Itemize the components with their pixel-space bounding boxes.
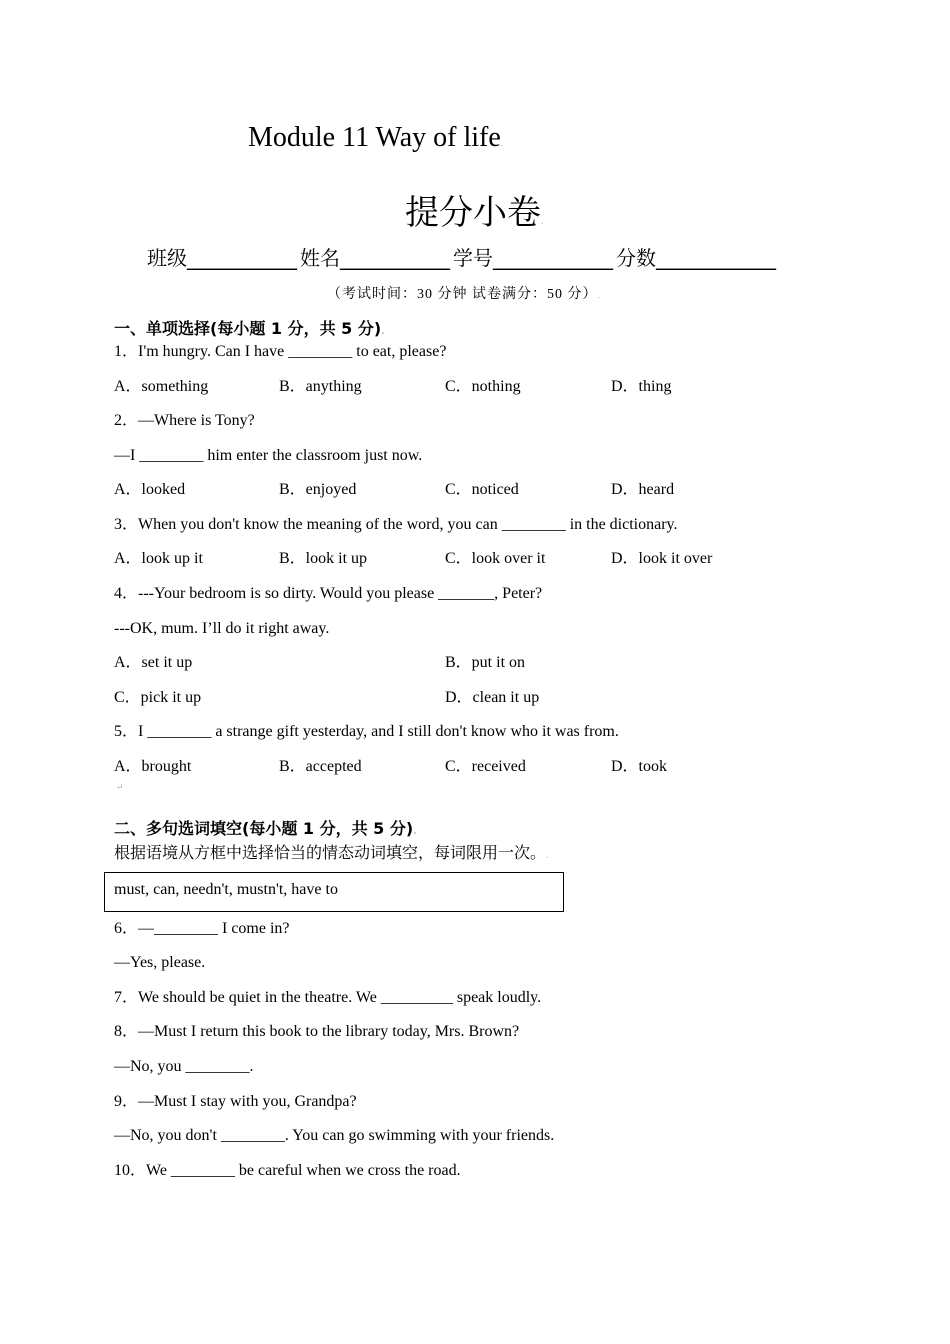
section2-heading: 二、多句选词填空(每小题 1 分，共 5 分). [114, 819, 417, 838]
question-4-stem: 4．---Your bedroom is so dirty. Would you please _______, Peter? [114, 585, 543, 602]
page-subtitle: 提分小卷. [405, 193, 544, 233]
question-1-option-b: B．anything [279, 378, 362, 395]
section1-heading: 一、单项选择(每小题 1 分，共 5 分). [114, 319, 385, 338]
question-2-option-c: C．noticed [445, 481, 519, 498]
question-5-option-d: D．took [611, 758, 668, 775]
exam-note: （考试时间：30 分钟 试卷满分：50 分）. [327, 287, 601, 302]
question-8-stem: 8．—Must I return this book to the library today, Mrs. Brown? [114, 1023, 520, 1040]
question-4-option-b: B．put it on [445, 654, 526, 671]
question-2-option-a: A．looked [114, 481, 186, 498]
question-2-option-d: D．heard [611, 481, 675, 498]
question-9-line2: —No, you don't ________. You can go swimming with your friends. [114, 1127, 555, 1144]
question-4-line2: ---OK, mum. I’ll do it right away. [114, 620, 330, 637]
question-3-option-b: B．look it up [279, 550, 368, 567]
question-1-option-d: D．thing [611, 378, 672, 395]
question-4-option-c: C．pick it up [114, 689, 202, 706]
question-4-option-a: A．set it up [114, 654, 193, 671]
question-9-stem: 9．—Must I stay with you, Grandpa? [114, 1093, 357, 1110]
question-3-option-c: C．look over it [445, 550, 546, 567]
question-8-line2: —No, you ________. [114, 1058, 254, 1075]
question-3-option-d: D．look it over [611, 550, 713, 567]
question-2-option-b: B．enjoyed [279, 481, 357, 498]
paragraph-mark: ↵ [116, 782, 124, 792]
question-1-option-a: A．something [114, 378, 209, 395]
class-field: 班级___________ [147, 246, 297, 270]
question-6-stem: 6．—________ I come in? [114, 920, 290, 937]
question-5-option-b: B．accepted [279, 758, 362, 775]
question-10-stem: 10．We ________ be careful when we cross the road. [114, 1162, 461, 1179]
question-1-stem: 1．I'm hungry. Can I have ________ to eat, please? [114, 343, 447, 360]
question-2-line2: —I ________ him enter the classroom just now. [114, 447, 423, 464]
question-1-option-c: C．nothing [445, 378, 521, 395]
question-5-option-c: C．received [445, 758, 526, 775]
page-title: Module 11 Way of life. [248, 122, 504, 153]
question-6-line2: —Yes, please. [114, 954, 206, 971]
question-3-stem: 3．When you don't know the meaning of the word, you can ________ in the dictionary. [114, 516, 678, 533]
score-field: 分数____________ [616, 246, 776, 270]
name-field: 姓名___________ [300, 246, 450, 270]
student-number-field: 学号____________ [453, 246, 613, 270]
question-2-stem: 2．—Where is Tony? [114, 412, 255, 429]
question-4-option-d: D．clean it up [445, 689, 540, 706]
word-box-text: must, can, needn't, mustn't, have to [114, 881, 338, 898]
question-3-option-a: A．look up it [114, 550, 203, 567]
section2-instruction: 根据语境从方框中选择恰当的情态动词填空，每词限用一次。. [114, 843, 549, 862]
question-5-stem: 5．I ________ a strange gift yesterday, and I still don't know who it was from. [114, 723, 619, 740]
question-7-stem: 7．We should be quiet in the theatre. We _________ speak loudly. [114, 989, 542, 1006]
question-5-option-a: A．brought [114, 758, 192, 775]
